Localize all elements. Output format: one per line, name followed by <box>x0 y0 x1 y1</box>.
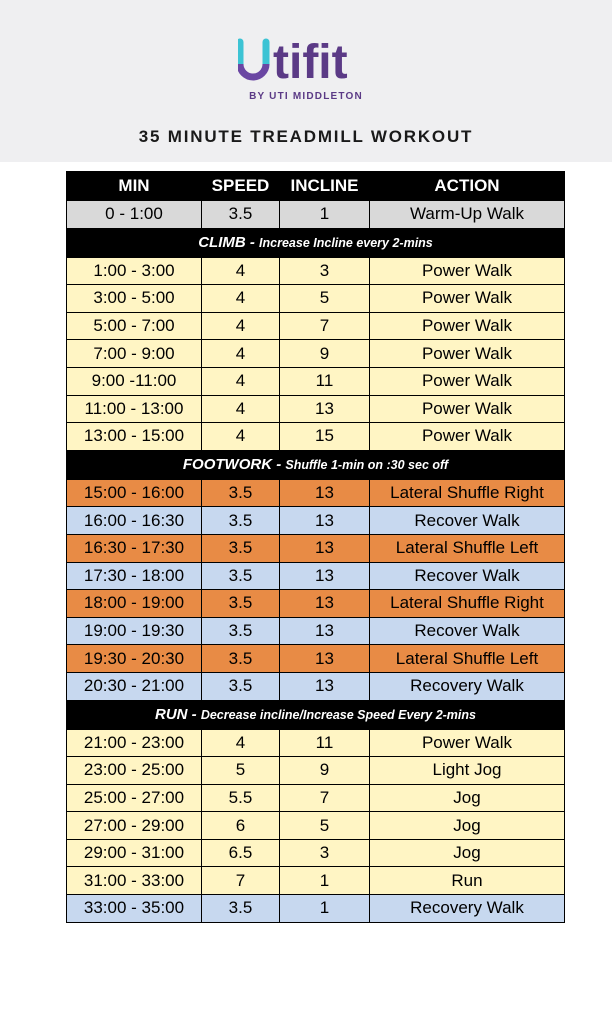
cell-speed: 4 <box>202 729 280 757</box>
cell-incline: 13 <box>280 507 370 535</box>
cell-min: 31:00 - 33:00 <box>67 867 202 895</box>
utifit-logo-icon <box>238 38 374 88</box>
cell-incline: 13 <box>280 562 370 590</box>
table-row <box>67 590 565 618</box>
section-title-climb <box>67 228 565 257</box>
table-row <box>67 645 565 673</box>
table-row <box>67 784 565 812</box>
cell-incline: 13 <box>280 534 370 562</box>
cell-action: Power Walk <box>370 257 565 285</box>
cell-speed: 3.5 <box>202 645 280 673</box>
table-row <box>67 340 565 368</box>
brand-byline: BY UTI MIDDLETON <box>249 91 363 102</box>
cell-action: Light Jog <box>370 757 565 785</box>
cell-speed: 3.5 <box>202 895 280 923</box>
cell-speed: 4 <box>202 340 280 368</box>
cell-incline: 7 <box>280 784 370 812</box>
cell-speed: 6.5 <box>202 839 280 867</box>
cell-incline: 13 <box>280 395 370 423</box>
cell-speed: 4 <box>202 423 280 451</box>
cell-incline: 13 <box>280 479 370 507</box>
cell-action: Recovery Walk <box>370 895 565 923</box>
cell-min: 33:00 - 35:00 <box>67 895 202 923</box>
cell-speed: 3.5 <box>202 672 280 700</box>
section-subtitle: Increase Incline every 2-mins <box>259 236 433 251</box>
cell-incline: 7 <box>280 312 370 340</box>
header-speed: SPEED <box>202 172 280 201</box>
cell-action: Lateral Shuffle Left <box>370 534 565 562</box>
cell-action: Power Walk <box>370 395 565 423</box>
table-row <box>67 757 565 785</box>
cell-min: 1:00 - 3:00 <box>67 257 202 285</box>
cell-min: 20:30 - 21:00 <box>67 672 202 700</box>
table-row-warmup <box>67 201 565 229</box>
cell-action: Power Walk <box>370 312 565 340</box>
cell-incline: 5 <box>280 285 370 313</box>
cell-min: 3:00 - 5:00 <box>67 285 202 313</box>
table-row <box>67 672 565 700</box>
cell-speed: 5 <box>202 757 280 785</box>
page-title: 35 MINUTE TREADMILL WORKOUT <box>138 127 474 146</box>
section-header-footwork <box>67 450 565 479</box>
cell-min: 18:00 - 19:00 <box>67 590 202 618</box>
table-row <box>67 423 565 451</box>
cell-min: 27:00 - 29:00 <box>67 812 202 840</box>
cell-action: Recovery Walk <box>370 672 565 700</box>
table-row <box>67 895 565 923</box>
cell-speed: 3.5 <box>202 201 280 229</box>
cell-incline: 3 <box>280 839 370 867</box>
cell-speed: 4 <box>202 312 280 340</box>
cell-action: Lateral Shuffle Right <box>370 479 565 507</box>
cell-speed: 4 <box>202 367 280 395</box>
cell-min: 7:00 - 9:00 <box>67 340 202 368</box>
cell-action: Recover Walk <box>370 562 565 590</box>
cell-min: 5:00 - 7:00 <box>67 312 202 340</box>
cell-speed: 3.5 <box>202 479 280 507</box>
table-row <box>67 617 565 645</box>
cell-action: Power Walk <box>370 340 565 368</box>
cell-speed: 6 <box>202 812 280 840</box>
table-row <box>67 479 565 507</box>
section-title-footwork <box>67 450 565 479</box>
cell-min: 25:00 - 27:00 <box>67 784 202 812</box>
cell-min: 16:00 - 16:30 <box>67 507 202 535</box>
cell-speed: 3.5 <box>202 507 280 535</box>
cell-action: Lateral Shuffle Right <box>370 590 565 618</box>
cell-action: Jog <box>370 784 565 812</box>
cell-min: 19:00 - 19:30 <box>67 617 202 645</box>
cell-incline: 1 <box>280 895 370 923</box>
section-subtitle: Shuffle 1-min on :30 sec off <box>285 458 449 473</box>
cell-incline: 15 <box>280 423 370 451</box>
cell-speed: 4 <box>202 285 280 313</box>
header-action: ACTION <box>370 172 565 201</box>
cell-incline: 1 <box>280 867 370 895</box>
section-subtitle: Decrease incline/Increase Speed Every 2-mins <box>200 708 476 722</box>
cell-min: 29:00 - 31:00 <box>67 839 202 867</box>
table-row <box>67 257 565 285</box>
section-header-run <box>67 700 565 729</box>
table-row <box>67 867 565 895</box>
workout-table <box>66 171 565 923</box>
cell-min: 9:00 -11:00 <box>67 367 202 395</box>
cell-incline: 13 <box>280 672 370 700</box>
cell-incline: 5 <box>280 812 370 840</box>
cell-speed: 5.5 <box>202 784 280 812</box>
table-row <box>67 367 565 395</box>
cell-action: Warm-Up Walk <box>370 201 565 229</box>
cell-speed: 3.5 <box>202 562 280 590</box>
logo-text: tifit <box>273 38 348 88</box>
cell-action: Power Walk <box>370 729 565 757</box>
cell-speed: 4 <box>202 257 280 285</box>
cell-action: Jog <box>370 812 565 840</box>
cell-action: Power Walk <box>370 367 565 395</box>
cell-min: 23:00 - 25:00 <box>67 757 202 785</box>
cell-min: 11:00 - 13:00 <box>67 395 202 423</box>
table-row <box>67 395 565 423</box>
cell-incline: 11 <box>280 367 370 395</box>
section-label: CLIMB - <box>198 234 260 252</box>
cell-min: 0 - 1:00 <box>67 201 202 229</box>
cell-speed: 3.5 <box>202 590 280 618</box>
table-row <box>67 312 565 340</box>
section-header-climb <box>67 228 565 257</box>
cell-action: Power Walk <box>370 423 565 451</box>
section-label: RUN - <box>155 706 201 723</box>
table-row <box>67 729 565 757</box>
cell-incline: 3 <box>280 257 370 285</box>
table-row <box>67 285 565 313</box>
cell-action: Run <box>370 867 565 895</box>
table-row <box>67 812 565 840</box>
section-title-run <box>67 700 565 729</box>
cell-action: Power Walk <box>370 285 565 313</box>
cell-min: 16:30 - 17:30 <box>67 534 202 562</box>
cell-incline: 13 <box>280 645 370 673</box>
cell-speed: 3.5 <box>202 534 280 562</box>
cell-min: 17:30 - 18:00 <box>67 562 202 590</box>
table-row <box>67 839 565 867</box>
cell-min: 15:00 - 16:00 <box>67 479 202 507</box>
table-row <box>67 534 565 562</box>
cell-min: 19:30 - 20:30 <box>67 645 202 673</box>
cell-incline: 13 <box>280 590 370 618</box>
cell-action: Recover Walk <box>370 617 565 645</box>
cell-incline: 9 <box>280 340 370 368</box>
header-min: MIN <box>67 172 202 201</box>
cell-speed: 7 <box>202 867 280 895</box>
table-header-row <box>67 172 565 201</box>
header-incline: INCLINE <box>280 172 370 201</box>
cell-speed: 3.5 <box>202 617 280 645</box>
cell-incline: 9 <box>280 757 370 785</box>
cell-min: 13:00 - 15:00 <box>67 423 202 451</box>
header-banner <box>0 0 612 162</box>
cell-incline: 1 <box>280 201 370 229</box>
cell-min: 21:00 - 23:00 <box>67 729 202 757</box>
section-label: FOOTWORK - <box>182 456 286 474</box>
cell-incline: 13 <box>280 617 370 645</box>
cell-action: Lateral Shuffle Left <box>370 645 565 673</box>
cell-incline: 11 <box>280 729 370 757</box>
table-row <box>67 507 565 535</box>
cell-speed: 4 <box>202 395 280 423</box>
cell-action: Recover Walk <box>370 507 565 535</box>
table-row <box>67 562 565 590</box>
cell-action: Jog <box>370 839 565 867</box>
